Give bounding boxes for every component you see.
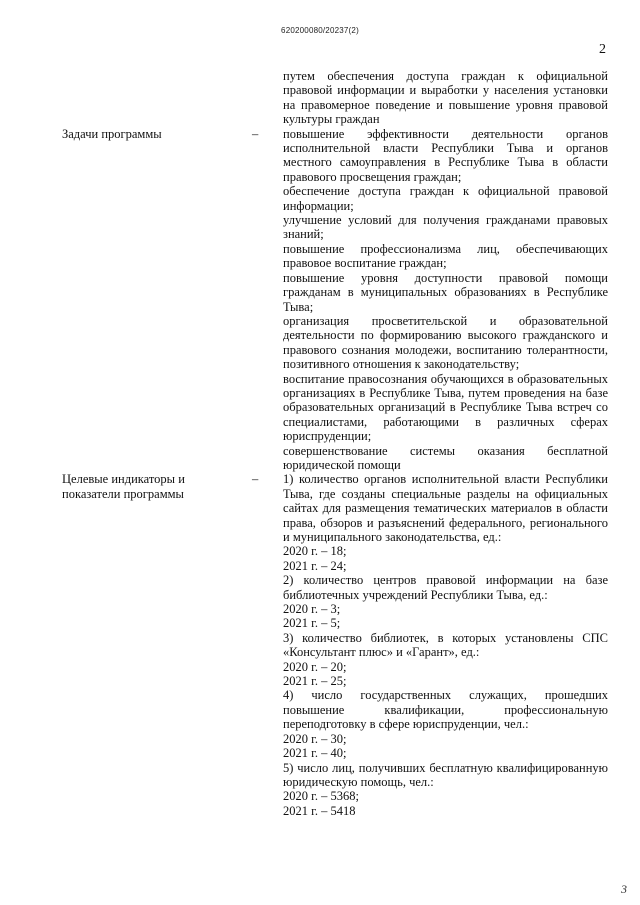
page-number: 2 xyxy=(599,42,606,57)
paragraph: 2020 г. – 30; xyxy=(283,731,347,746)
paragraph: повышение эффективности деятельности органов исполнительной власти Республики Тыва и органов местного самоуправления в Республике Тыва в области правового просвещения граждан; xyxy=(283,126,608,184)
indicators-row xyxy=(0,472,640,818)
paragraph: 2020 г. – 20; xyxy=(283,659,347,674)
row-dash: – xyxy=(252,472,259,487)
paragraph: 2020 г. – 18; xyxy=(283,544,347,559)
paragraph: 2021 г. – 40; xyxy=(283,746,347,761)
program-passport-table xyxy=(0,69,640,818)
paragraph: повышение профессионализма лиц, обеспечивающих правовое воспитание граждан; xyxy=(283,241,608,271)
tasks-row xyxy=(0,127,640,473)
paragraph: 2) количество центров правовой информации на базе библиотечных учреждений Республики Тыва, ед.: xyxy=(283,573,608,602)
paragraph: организация просветительской и образовательной деятельности по формированию высокого гражданского и правового сознания молодежи, воспитанию толерантности, позитивного отношения к законодательству; xyxy=(283,313,608,372)
paragraph: путем обеспечения доступа граждан к официальной правовой информации и выработки у населения установки на правомерное поведение и повышение уровня правовой культуры граждан xyxy=(283,69,608,127)
row-label-tasks: Задачи программы xyxy=(62,126,162,141)
tasks-content xyxy=(283,127,608,473)
paragraph: 2021 г. – 5; xyxy=(283,616,341,631)
paragraph: 4) число государственных служащих, прошедших повышение квалификации, профессиональную переподготовку в сфере юриспруденции, чел.: xyxy=(283,688,608,732)
paragraph: 2021 г. – 5418 xyxy=(283,803,356,818)
document-number: 620200080/20237(2) xyxy=(281,26,359,35)
paragraph: обеспечение доступа граждан к официальной правовой информации; xyxy=(283,184,608,213)
row-label-indicators: Целевые индикаторы и показатели программы xyxy=(62,472,185,501)
paragraph: 2021 г. – 25; xyxy=(283,674,347,689)
paragraph: 1) количество органов исполнительной власти Республики Тыва, где созданы специальные разделы на официальных сайтах для размещения тематических материалов в области права, обзоров и разъяснений федерального, регионального и муниципального законодательства, ед.: xyxy=(283,472,608,544)
paragraph: улучшение условий для получения гражданами правовых знаний; xyxy=(283,213,608,242)
paragraph: совершенствование системы оказания бесплатной юридической помощи xyxy=(283,443,608,472)
indicators-content xyxy=(283,472,608,818)
paragraph: 2021 г. – 24; xyxy=(283,558,347,573)
paragraph: 2020 г. – 5368; xyxy=(283,789,359,804)
row-dash: – xyxy=(252,126,259,141)
handwritten-page-mark: 3 xyxy=(621,882,627,896)
paragraph: 3) количество библиотек, в которых установлены СПС «Консультант плюс» и «Гарант», ед.: xyxy=(283,630,608,660)
paragraph: повышение уровня доступности правовой помощи гражданам в муниципальных образованиях в Республике Тыва; xyxy=(283,270,608,314)
paragraph: 2020 г. – 3; xyxy=(283,602,341,617)
paragraph: 5) число лиц, получивших бесплатную квалифицированную юридическую помощь, чел.: xyxy=(283,760,608,789)
paragraph: воспитание правосознания обучающихся в образовательных организациях в Республике Тыва, путем проведения на базе образовательных организаций в Республике Тыва встреч со специалистами, работающими в различных сферах юриспруденции; xyxy=(283,371,608,444)
intro-content xyxy=(283,69,608,127)
intro-row xyxy=(0,69,640,127)
